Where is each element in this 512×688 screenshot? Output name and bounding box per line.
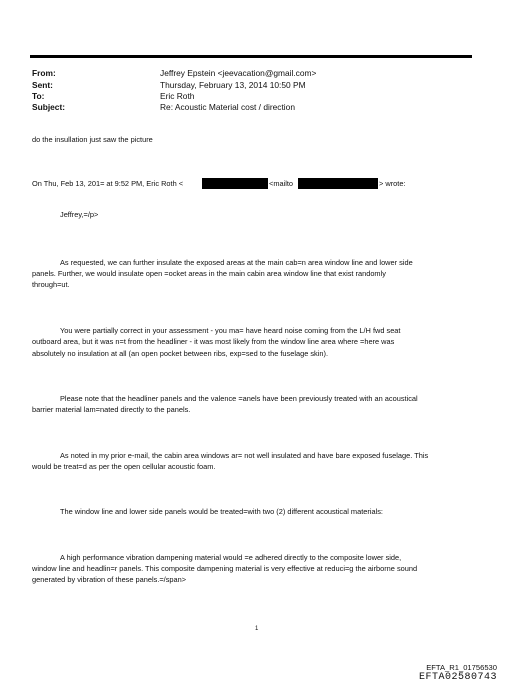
sent-label: Sent: xyxy=(32,80,53,90)
from-value: Jeffrey Epstein <jeevacation@gmail.com> xyxy=(160,68,317,78)
paragraph-line: barrier material lam=nated directly to the panels. xyxy=(32,405,191,414)
subject-value: Re: Acoustic Material cost / direction xyxy=(160,102,295,112)
quote-mailto: <mailto xyxy=(269,179,294,188)
paragraph-line: As requested, we can further insulate the exposed areas at the main cab=n area window line and lower side xyxy=(60,258,413,267)
redaction-box xyxy=(298,178,378,189)
paragraph-line: generated by vibration of these panels.=/span> xyxy=(32,575,187,584)
paragraph-line: The window line and lower side panels would be treated=with two (2) different acoustical materials: xyxy=(60,507,383,516)
from-label: From: xyxy=(32,68,56,78)
quote-prefix: On Thu, Feb 13, 201= at 9:52 PM, Eric Roth < xyxy=(32,179,184,188)
footer-id-large: EFTA02580743 xyxy=(418,672,497,683)
paragraph-line: absolutely no insulation at all (an open pocket between ribs, exp=sed to the fuselage skin). xyxy=(32,349,329,358)
paragraph-line: You were partially correct in your assessment - you ma= have heard noise coming from the L/H fwd seat xyxy=(60,326,401,335)
to-label: To: xyxy=(32,91,45,101)
header-rule xyxy=(30,55,472,58)
paragraph-line: A high performance vibration dampening material would =e adhered directly to the composite lower side, xyxy=(60,553,402,562)
greeting: Jeffrey,=/p> xyxy=(60,210,99,219)
paragraph-line: Please note that the headliner panels and the valence =anels have been previously treated with an acoustical xyxy=(60,394,418,403)
footer-id-small: EFTA_R1_01756530 xyxy=(426,663,497,672)
paragraph-line: panels. Further, we would insulate open =ocket areas in the main cabin area window line that exist randomly xyxy=(32,269,386,278)
reply-text: do the insullation just saw the picture xyxy=(32,135,153,144)
to-value: Eric Roth xyxy=(160,91,195,101)
paragraph-line: through=ut. xyxy=(32,280,70,289)
paragraph-line: would be treat=d as per the open cellular acoustic foam. xyxy=(32,462,216,471)
paragraph-line: outboard area, but it was n=t from the headliner - it was most likely from the window line area where =here was xyxy=(32,337,395,346)
sent-value: Thursday, February 13, 2014 10:50 PM xyxy=(160,80,306,90)
quote-suffix: > wrote: xyxy=(379,179,406,188)
redaction-box xyxy=(202,178,268,189)
paragraph-line: window line and headlin=r panels. This composite dampening material is very effective at reduci=g the airborne sound xyxy=(32,564,418,573)
paragraph-line: As noted in my prior e-mail, the cabin area windows ar= not well insulated and have bare exposed fuselage. This xyxy=(60,451,429,460)
subject-label: Subject: xyxy=(32,102,66,112)
page-number: 1 xyxy=(255,626,259,632)
